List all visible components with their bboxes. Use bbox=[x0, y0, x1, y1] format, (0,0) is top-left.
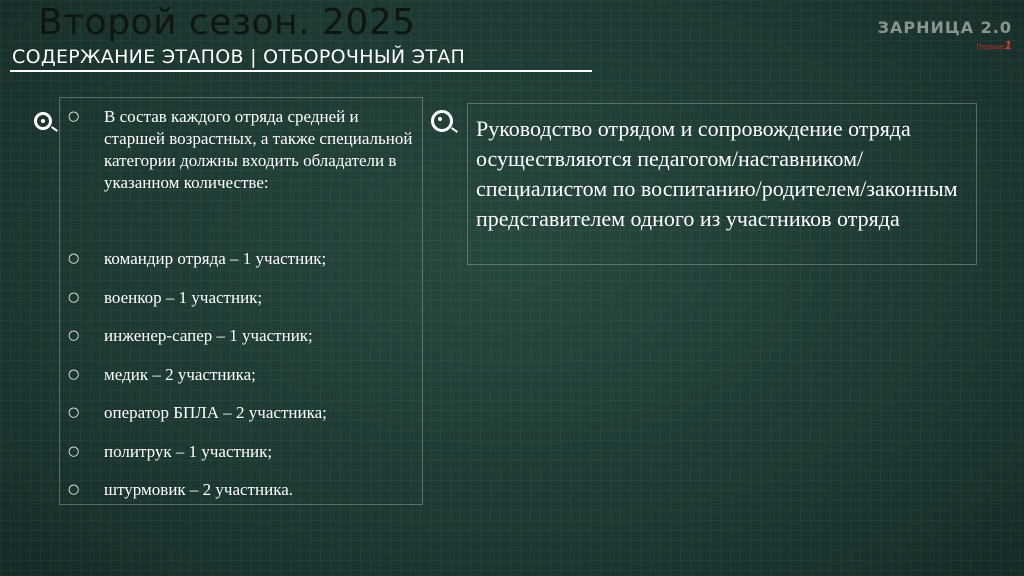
logo-main-text: ЗАРНИЦА 2.0 bbox=[877, 18, 1012, 37]
intro-text: В состав каждого отряда средней и старшей возрастных, а также специальной категории должны входить обладатели в указанном количестве: bbox=[104, 107, 413, 192]
list-bullet: ○ bbox=[68, 405, 80, 420]
target-bullet-icon bbox=[431, 110, 453, 132]
list-bullet: ○ bbox=[68, 367, 80, 382]
list-item-text: политрук – 1 участник; bbox=[104, 442, 273, 461]
logo-sub-text: Первые bbox=[976, 43, 1005, 51]
list-bullet: ○ bbox=[68, 290, 80, 305]
list-item-text: военкор – 1 участник; bbox=[104, 288, 263, 307]
brand-logo bbox=[872, 18, 1012, 52]
list-bullet: ○ bbox=[68, 482, 80, 497]
requirements-box bbox=[59, 97, 423, 505]
slide-title: Второй сезон. 2025 bbox=[38, 2, 416, 43]
list-bullet: ○ bbox=[68, 328, 80, 343]
list-item-text: медик – 2 участника; bbox=[104, 365, 256, 384]
logo-sub bbox=[872, 39, 1012, 52]
list-item-text: штурмовик – 2 участника. bbox=[104, 480, 293, 499]
subtitle-underline bbox=[10, 70, 592, 72]
list-bullet: ○ bbox=[68, 444, 80, 459]
list-bullet: ○ bbox=[68, 109, 80, 124]
target-bullet-icon bbox=[34, 112, 52, 130]
leadership-box: Руководство отрядом и сопровождение отряда осуществляются педагогом/наставником/специалистом по воспитанию/родителем/законным представителем одного из участников отряда bbox=[467, 103, 977, 265]
slide-subtitle: СОДЕРЖАНИЕ ЭТАПОВ | ОТБОРОЧНЫЙ ЭТАП bbox=[12, 46, 466, 68]
list-item-text: оператор БПЛА – 2 участника; bbox=[104, 403, 327, 422]
list-item-text: инженер-сапер – 1 участник; bbox=[104, 326, 313, 345]
list-bullet: ○ bbox=[68, 251, 80, 266]
list-item-text: командир отряда – 1 участник; bbox=[104, 249, 327, 268]
logo-sub-mark: 1 bbox=[1004, 39, 1012, 52]
